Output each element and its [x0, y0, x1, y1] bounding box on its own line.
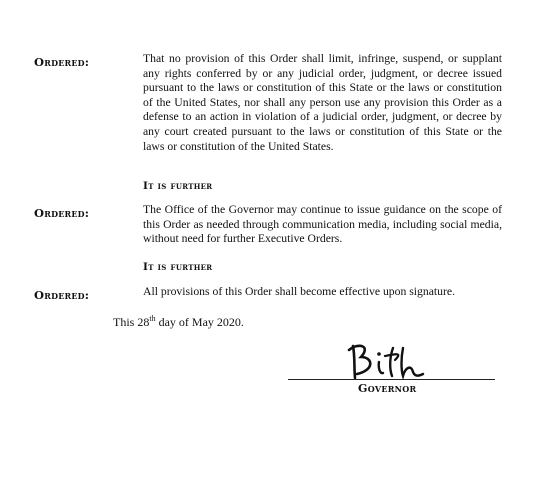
ordered-label-1: Ordered:: [34, 55, 90, 69]
date-line: [113, 314, 244, 330]
it-is-further-heading-2: It is further: [143, 261, 213, 273]
order-paragraph-1: That no provision of this Order shall limit, infringe, suspend, or supplant any rights conferred by or any judicial order, judgment, or decree issued pursuant to the laws or constitution of this State or the laws or constitution of the United States, nor shall any person use any provision this Order as a defense to an action in violation of a judicial order, judgment, or decree by any court created pursuant to the laws or constitution of this State or the laws or constitution of the United States.: [143, 52, 502, 153]
governor-signature: [345, 340, 425, 382]
signature-line: [288, 379, 495, 380]
order-paragraph-3: All provisions of this Order shall become effective upon signature.: [143, 285, 456, 298]
governor-title: Governor: [358, 382, 417, 395]
date-suffix: day of May 2020.: [155, 315, 244, 329]
it-is-further-heading-1: It is further: [143, 180, 213, 192]
ordered-label-2: Ordered:: [34, 206, 90, 220]
date-ordinal: th: [149, 314, 156, 323]
order-paragraph-2: The Office of the Governor may continue to issue guidance on the scope of this Order as needed through communication media, including social media, without need for further Executive Orders.: [143, 203, 502, 246]
date-prefix: This 28: [113, 315, 150, 329]
ordered-label-3: Ordered:: [34, 288, 90, 302]
